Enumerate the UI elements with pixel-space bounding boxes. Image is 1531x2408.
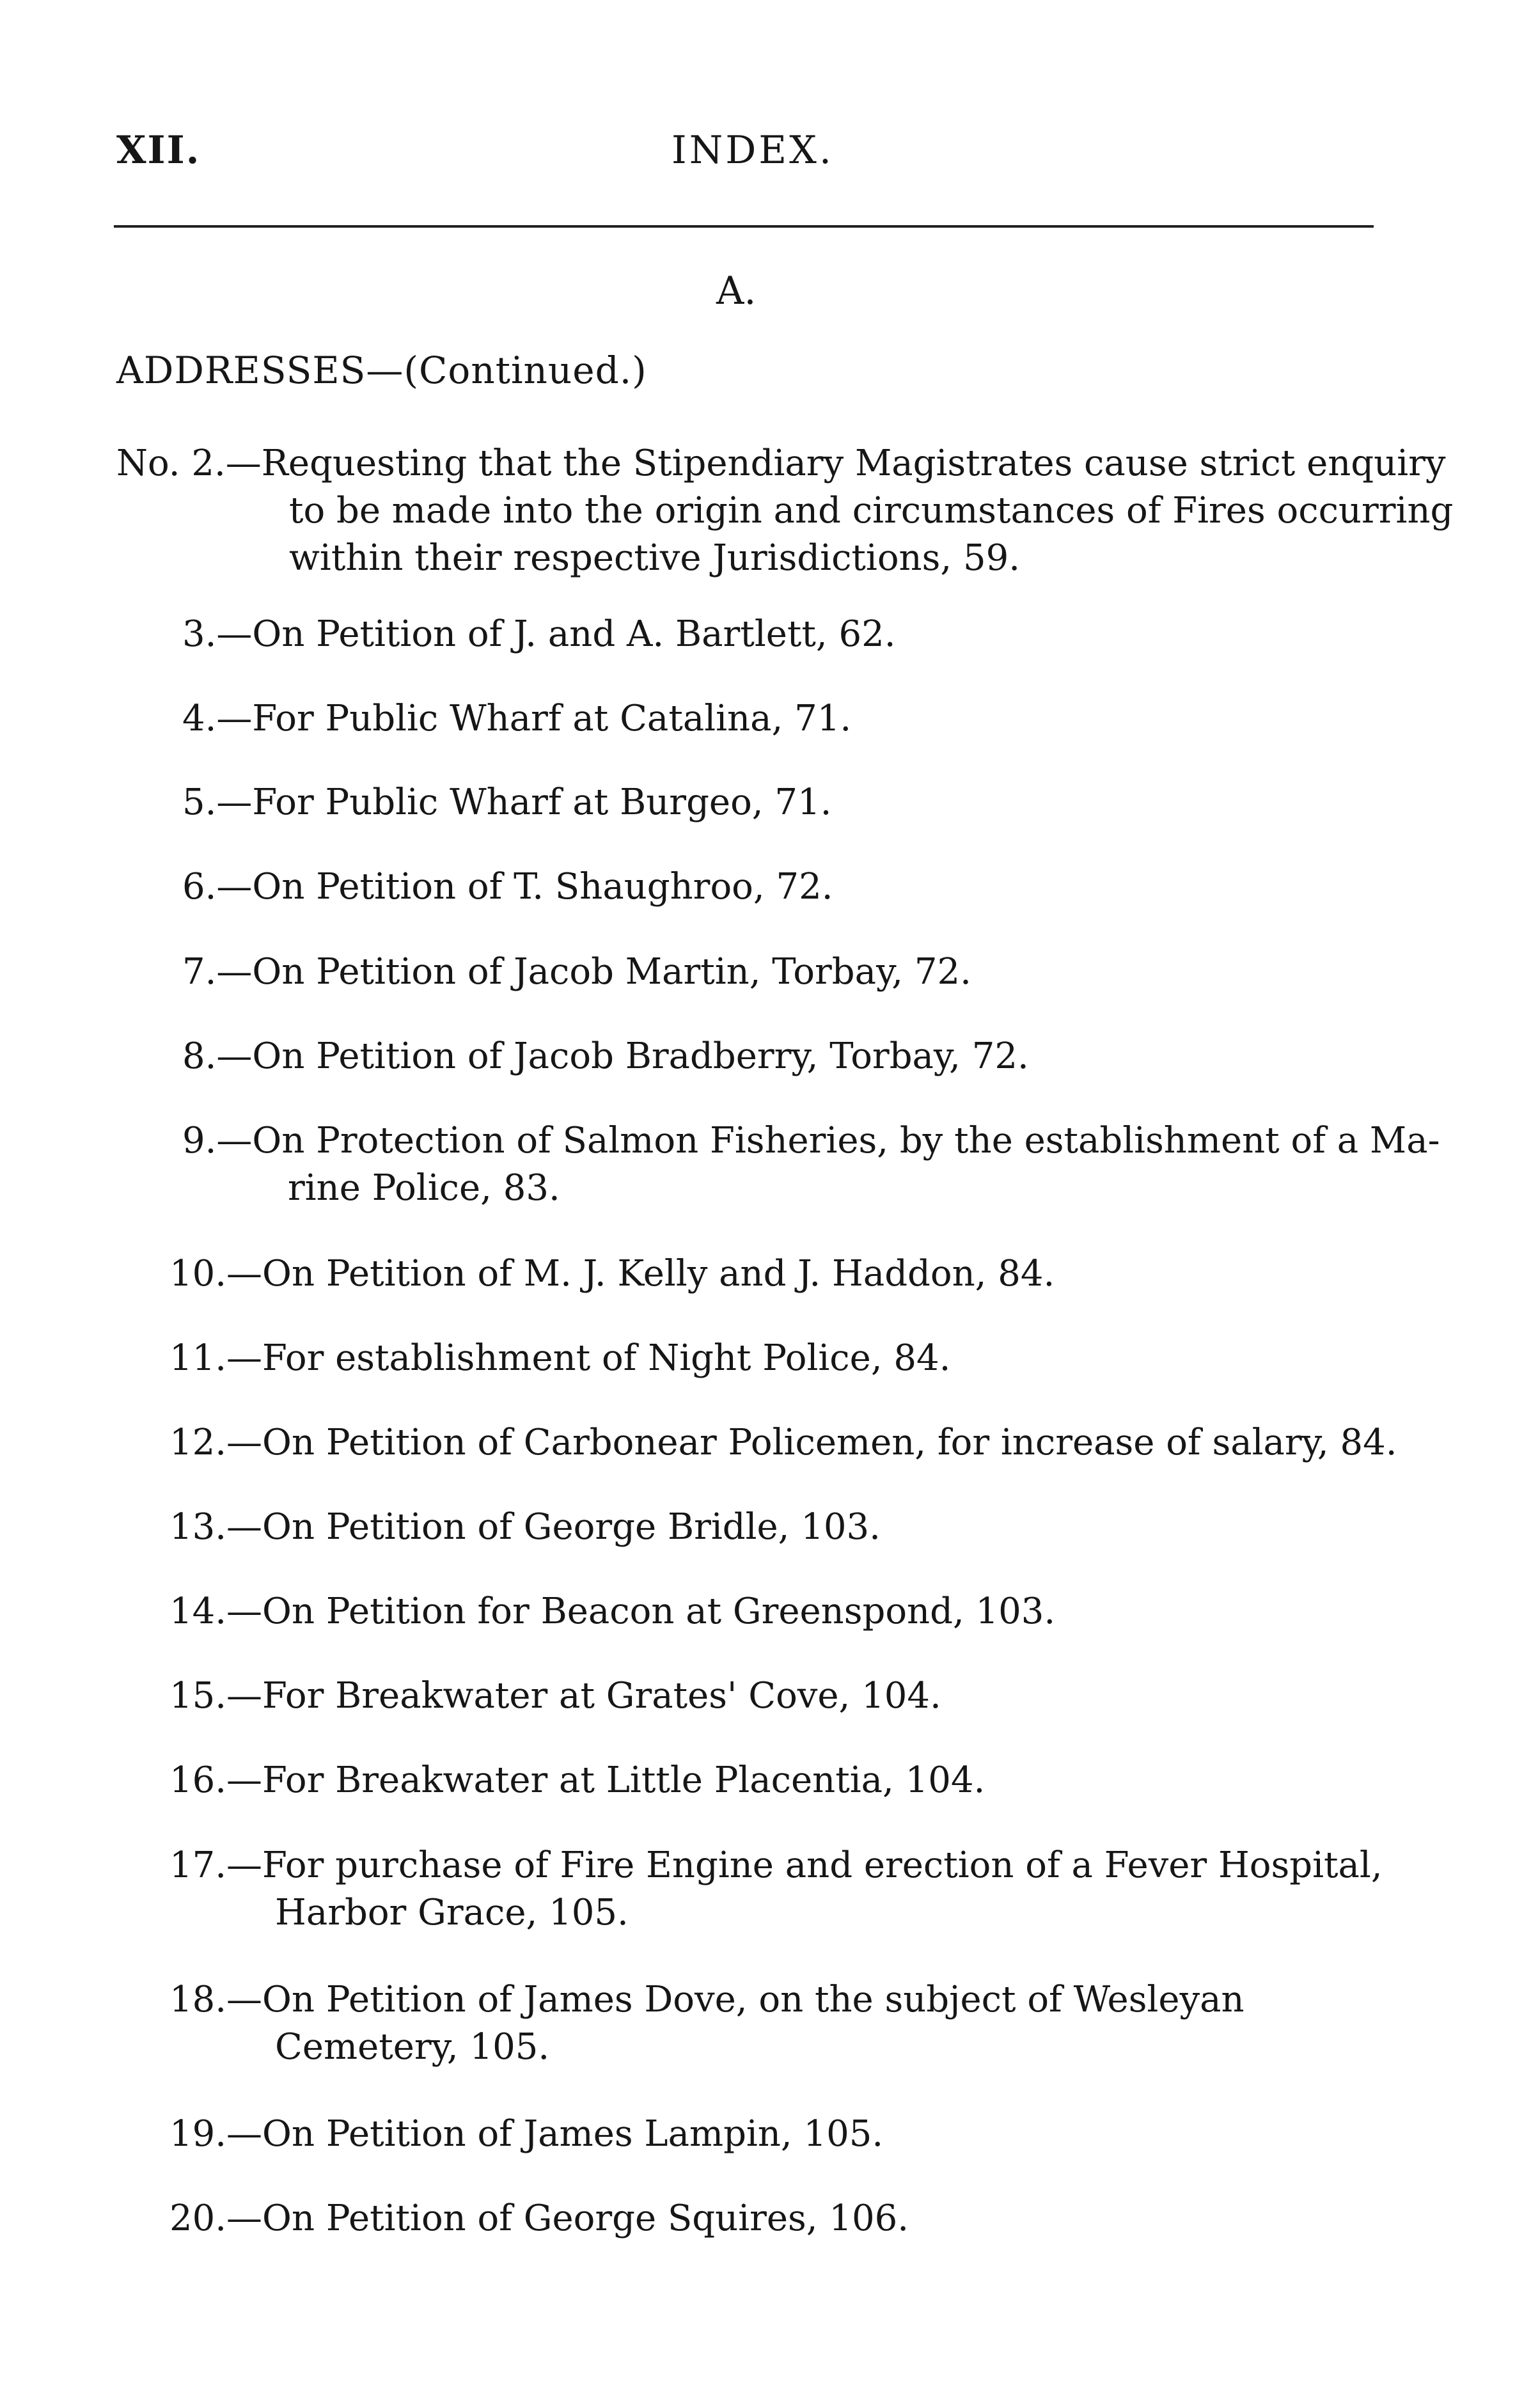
index-entry [169, 1842, 1383, 1937]
entry-line: 19.—On Petition of James Lampin, 105. [169, 2113, 884, 2155]
index-entry [182, 863, 833, 911]
entry-line: 12.—On Petition of Carbonear Policemen, for increase of salary, 84. [169, 1422, 1397, 1463]
index-entry [169, 1757, 985, 1804]
header-rule [114, 225, 1374, 228]
index-entry [182, 611, 896, 658]
entry-line: 10.—On Petition of M. J. Kelly and J. Haddon, 84. [169, 1253, 1055, 1294]
page-number: XII. [116, 128, 201, 173]
entry-line: 9.—On Protection of Salmon Fisheries, by the establishment of a Ma- [182, 1120, 1440, 1161]
entry-line: 5.—For Public Wharf at Burgeo, 71. [182, 782, 832, 823]
index-entry [182, 1033, 1029, 1080]
entry-line: No. 2.—Requesting that the Stipendiary Magistrates cause strict enquiry [116, 443, 1446, 484]
entry-line: 11.—For establishment of Night Police, 84. [169, 1337, 951, 1379]
entry-line: Cemetery, 105. [275, 2026, 550, 2068]
entry-line: to be made into the origin and circumstances of Fires occurring [289, 490, 1454, 531]
section-letter: A. [716, 269, 757, 313]
index-entry [182, 779, 831, 826]
index-entry [169, 1588, 1055, 1635]
index-entry [169, 1504, 881, 1551]
index-entry [169, 1419, 1397, 1467]
entry-line: 20.—On Petition of George Squires, 106. [169, 2198, 909, 2239]
index-entry [182, 1117, 1440, 1212]
entry-line: 13.—On Petition of George Bridle, 103. [169, 1506, 881, 1548]
entry-line: 16.—For Breakwater at Little Placentia, 104. [169, 1759, 985, 1801]
entry-line: rine Police, 83. [288, 1167, 560, 1209]
index-entry [169, 2195, 909, 2242]
entry-line: 18.—On Petition of James Dove, on the subject of Wesleyan [169, 1979, 1244, 2020]
entry-line: 7.—On Petition of Jacob Martin, Torbay, 72. [182, 951, 971, 993]
index-entry [182, 695, 851, 743]
index-entry [169, 1250, 1055, 1298]
entry-line: 4.—For Public Wharf at Catalina, 71. [182, 698, 852, 739]
entry-line: 15.—For Breakwater at Grates' Cove, 104. [169, 1675, 941, 1717]
section-heading: ADDRESSES—(Continued.) [116, 349, 647, 392]
index-entry [116, 440, 1453, 582]
index-entry [169, 1672, 941, 1720]
entry-line: within their respective Jurisdictions, 59. [289, 537, 1021, 579]
index-entry [169, 2111, 883, 2158]
index-entry [182, 948, 971, 996]
index-entry [169, 1335, 950, 1382]
entry-line: 3.—On Petition of J. and A. Bartlett, 62. [182, 613, 896, 655]
entry-line: 8.—On Petition of Jacob Bradberry, Torbay, 72. [182, 1035, 1029, 1077]
index-entry [169, 1976, 1244, 2071]
entry-line: 14.—On Petition for Beacon at Greenspond, 103. [169, 1591, 1056, 1632]
entry-line: 6.—On Petition of T. Shaughroo, 72. [182, 866, 833, 908]
entry-line: Harbor Grace, 105. [275, 1892, 629, 1933]
entry-line: 17.—For purchase of Fire Engine and erection of a Fever Hospital, [169, 1845, 1383, 1886]
running-head: INDEX. [671, 128, 834, 173]
